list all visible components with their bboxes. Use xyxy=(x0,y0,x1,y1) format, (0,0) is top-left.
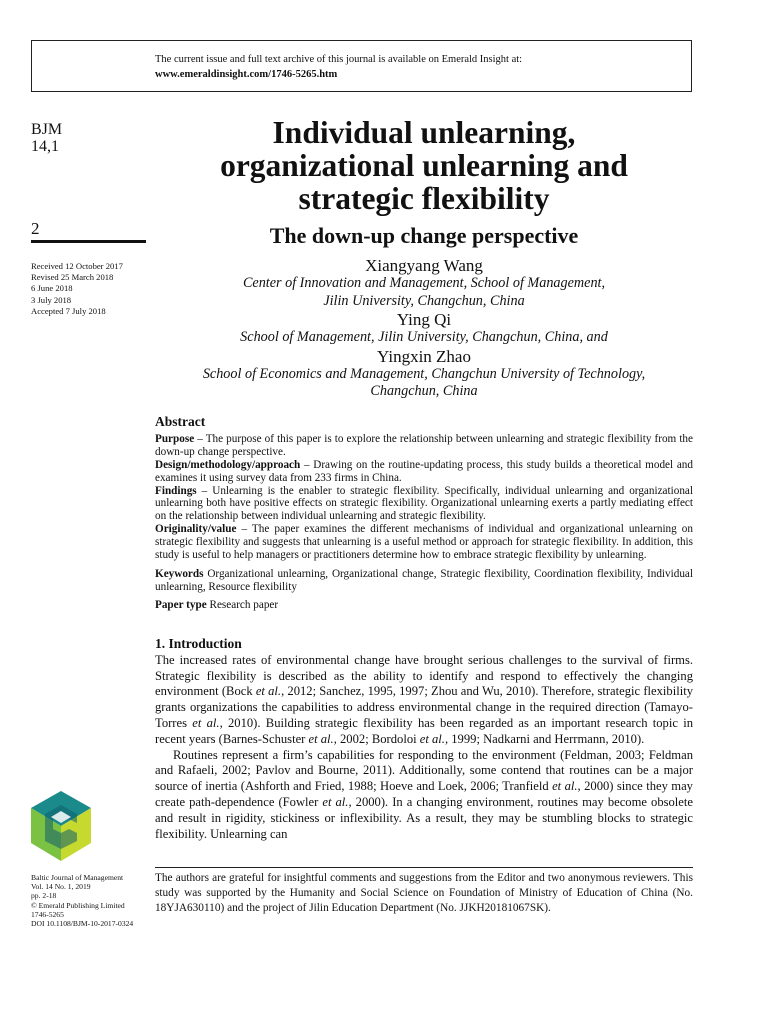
author-affiliation: Jilin University, Changchun, China xyxy=(323,292,525,309)
sidebar-rule xyxy=(31,240,146,243)
date-line: Accepted 7 July 2018 xyxy=(31,305,106,316)
body-paragraph xyxy=(155,653,693,748)
text-run: , 2010). Building strategic flexibility has been regarded as an important research topic in recent years (Barnes-Schuster xyxy=(155,715,693,746)
abstract-heading: Abstract xyxy=(155,414,206,429)
paper-type xyxy=(155,599,693,612)
italic-run: et al. xyxy=(255,684,282,699)
acknowledgement-footnote: The authors are grateful for insightful comments and suggestions from the Editor and two anonymous reviewers. This study was supported by the Humanity and Social Science on Foundation of Ministry of Education of China (No. 18YJA630110) and the project of Jilin Education Department (No. JJKH20181067SK). xyxy=(155,872,693,914)
findings-text: – Unlearning is the enabler to strategic flexibility. Specifically, individual unlearning and organizational unlearning both have positive effects on strategic flexibility. Organizational unlearning exerts a partly mediating effect on the relationship between individual unlearning and strategic flexibility. xyxy=(155,484,693,523)
author-name: Ying Qi xyxy=(396,310,452,329)
pub-info-line: pp. 2-18 xyxy=(31,891,57,901)
text-run: Routines represent a firm’s capabilities for responding to the environment (Feldman, 2003; Feldman and Rafaeli, 2002; Pavlov and Bourne, 2011). Additionally, some contend that routines can be a major source of inertia (Ashforth and Fried, 1988; Hoeve and Loek, 2006; Tranfield xyxy=(155,747,693,794)
volume-issue: 14,1 xyxy=(31,138,59,155)
italic-run: et al. xyxy=(308,731,334,746)
title-line: organizational unlearning and xyxy=(220,148,628,183)
pub-info-line: 1746-5265 xyxy=(31,909,64,919)
title-line: strategic flexibility xyxy=(298,181,550,216)
italic-run: et al. xyxy=(419,731,445,746)
banner-text: The current issue and full text archive of this journal is available on Emerald Insight at: xyxy=(155,54,523,65)
design-label: Design/methodology/approach xyxy=(155,458,301,471)
author-name: Yingxin Zhao xyxy=(377,346,471,366)
text-run: , 2012; Sanchez, 1995, 1997; Zhou and Wu, 2010). Therefore, strategic flexibility grants organizations the capabilities to address environmental change in the required direction (Tamayo-Torres xyxy=(155,684,693,730)
author-affiliation: Changchun, China xyxy=(370,383,478,399)
italic-run: et al. xyxy=(192,715,220,730)
italic-run: et al. xyxy=(322,794,349,809)
section-heading: 1. Introduction xyxy=(155,636,242,651)
text-run: , 2000). In a changing environment, routines may become obsolete and result in rigidity, stickiness or inflexibility. As a result, they may be stumbling blocks to strategic flexibility. Unlearning can xyxy=(155,794,693,841)
pub-info-line: © Emerald Publishing Limited xyxy=(31,900,125,910)
text-run: , 2002; Bordoloi xyxy=(333,731,420,746)
date-line: Revised 25 March 2018 xyxy=(31,272,114,283)
date-line: Received 12 October 2017 xyxy=(31,261,123,271)
abstract-section xyxy=(155,416,693,612)
abstract-originality xyxy=(155,523,693,562)
abstract-design xyxy=(155,459,693,485)
article-subtitle: The down-up change perspective xyxy=(269,223,579,248)
paper-type-text: Research paper xyxy=(206,598,279,611)
paper-type-label: Paper type xyxy=(155,598,207,611)
pub-info-line: Vol. 14 No. 1, 2019 xyxy=(31,882,91,892)
purpose-text: – The purpose of this paper is to explore the relationship between unlearning and strategic flexibility from the down-up change perspective. xyxy=(155,432,693,458)
author-affiliation: School of Economics and Management, Changchun University of Technology, xyxy=(202,365,646,382)
purpose-label: Purpose xyxy=(155,432,195,445)
keywords-label: Keywords xyxy=(155,567,204,580)
page-number: 2 xyxy=(31,219,40,238)
italic-run: et al. xyxy=(552,779,578,794)
keywords-text: Organizational unlearning, Organizational change, Strategic flexibility, Coordination flexibility, Individual unlearning, Resource flexibility xyxy=(155,567,693,593)
article-title xyxy=(150,116,698,215)
banner-url-link[interactable]: www.emeraldinsight.com/1746-5265.htm xyxy=(155,69,338,80)
text-run: The increased rates of environmental change have brought serious challenges to the survival of firms. Strategic flexibility is described as the ability to identify and respond to effectively the changing environment (Bock xyxy=(155,652,693,699)
author-affiliation: School of Management, Jilin University, Changchun, China, and xyxy=(240,329,608,345)
author-block xyxy=(155,256,693,401)
text-run: , 1999; Nadkarni and Herrmann, 2010). xyxy=(444,731,645,746)
received-dates xyxy=(31,261,123,317)
body-paragraph xyxy=(155,748,693,843)
pub-info-line: Baltic Journal of Management xyxy=(31,873,124,882)
originality-label: Originality/value xyxy=(155,523,237,536)
date-line: 6 June 2018 xyxy=(31,283,73,294)
emerald-logo-icon xyxy=(31,791,91,861)
date-line: 3 July 2018 xyxy=(31,294,72,305)
text-run: , 2000) since they may create path-dependence (Fowler xyxy=(155,779,693,809)
abstract-purpose xyxy=(155,433,693,459)
footnote-rule xyxy=(155,867,693,868)
abstract-findings xyxy=(155,485,693,524)
journal-access-banner xyxy=(31,40,692,92)
design-text: – Drawing on the routine-updating process, this study builds a theoretical model and examines it using survey data from 233 firms in China. xyxy=(155,458,693,484)
journal-abbrev: BJM xyxy=(31,121,63,138)
publication-info xyxy=(31,873,133,928)
findings-label: Findings xyxy=(155,484,197,497)
journal-abbrev-block xyxy=(31,121,62,155)
pub-info-line: DOI 10.1108/BJM-10-2017-0324 xyxy=(31,919,134,929)
keywords xyxy=(155,568,693,594)
author-affiliation: Center of Innovation and Management, School of Management, xyxy=(242,275,606,291)
introduction-section xyxy=(155,636,693,842)
author-name: Xiangyang Wang xyxy=(365,256,483,275)
originality-text: – The paper examines the different mechanisms of individual and organizational unlearning on strategic flexibility and suggests that unlearning is a useful method or approach for strategic flexibility. In addition, this study is useful to help managers or practitioners determine how to embrace strategic flexibility by unlearning. xyxy=(155,523,693,562)
title-line: Individual unlearning, xyxy=(272,115,576,150)
